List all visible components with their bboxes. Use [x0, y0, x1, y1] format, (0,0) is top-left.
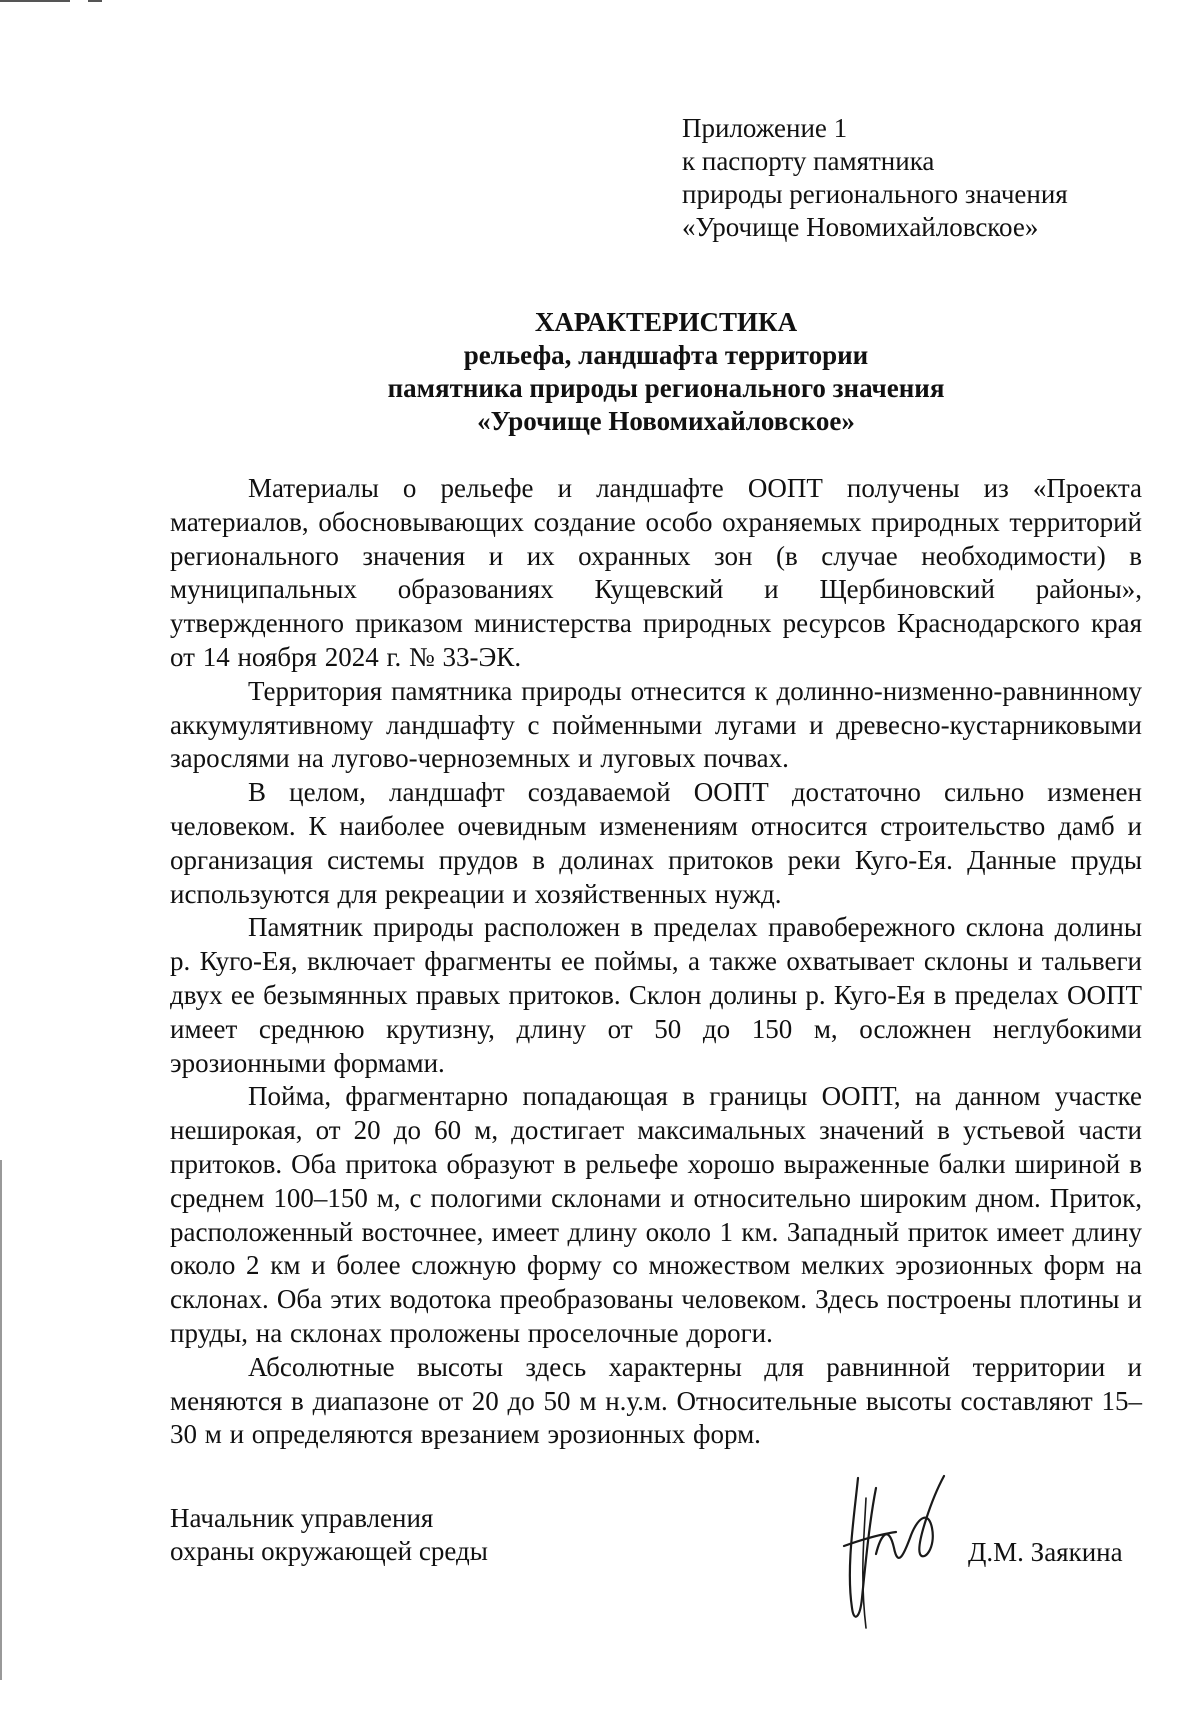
appendix-reference	[682, 112, 1068, 244]
appendix-line: природы регионального значения	[682, 179, 1068, 209]
title-line: «Урочище Новомихайловское»	[477, 406, 855, 436]
position-line: охраны окружающей среды	[170, 1536, 488, 1566]
scan-mark-left	[0, 1160, 2, 1680]
signatory-position	[170, 1502, 488, 1568]
document-body	[170, 472, 1142, 1452]
signatory-name: Д.М. Заякина	[968, 1537, 1123, 1567]
paragraph: Материалы о рельефе и ландшафте ООПТ получены из «Проекта материалов, обосновывающих создание особо охраняемых природных территорий регионального значения и их охранных зон (в случае необходимости) в муниципальных образованиях Кущевский и Щербиновский районы», утвержденного приказом министерства природных ресурсов Краснодарского края от 14 ноября 2024 г. № 33-ЭК.	[170, 473, 1142, 672]
title-line: памятника природы регионального значения	[387, 373, 945, 403]
paragraph: Памятник природы расположен в пределах правобережного склона долины р. Куго-Ея, включает фрагменты ее поймы, а также охватывает склоны и тальвеги двух ее безымянных правых притоков. Склон долины р. Куго-Ея в пределах ООПТ имеет среднюю крутизну, длину от 50 до 150 м, осложнен неглубокими эрозионными формами.	[170, 912, 1142, 1078]
scan-mark-top	[0, 0, 70, 2]
paragraph: Абсолютные высоты здесь характерны для равнинной территории и меняются в диапазоне от 20 до 50 м н.у.м. Относительные высоты составляют 15–30 м и определяются врезанием эрозионных форм.	[170, 1351, 1142, 1450]
paragraph: В целом, ландшафт создаваемой ООПТ достаточно сильно изменен человеком. К наиболее очевидным изменениям относится строительство дамб и организация системы прудов в долинах притоков реки Куго-Ея. Данные пруды используются для рекреации и хозяйственных нужд.	[170, 777, 1142, 909]
appendix-line: «Урочище Новомихайловское»	[682, 212, 1039, 242]
appendix-line: Приложение 1	[682, 113, 848, 143]
title-heading: ХАРАКТЕРИСТИКА	[534, 307, 798, 337]
paragraph: Территория памятника природы отнесится к долинно-низменно-равнинному аккумулятивному ландшафту с пойменными лугами и древесно-кустарниковыми зарослями на лугово-черноземных и луговых почвах.	[170, 675, 1142, 774]
title-line: рельефа, ландшафта территории	[463, 340, 869, 370]
scan-mark-top-dot	[88, 0, 102, 2]
appendix-line: к паспорту памятника	[682, 146, 935, 176]
document-title	[170, 306, 1162, 438]
handwritten-signature	[836, 1458, 956, 1638]
paragraph: Пойма, фрагментарно попадающая в границы ООПТ, на данном участке неширокая, от 20 до 60 м, достигает максимальных значений в устьевой части притоков. Оба притока образуют в рельефе хорошо выраженные балки шириной в среднем 100–150 м, с пологими склонами и относительно широким дном. Приток, расположенный восточнее, имеет длину около 1 км. Западный приток имеет длину около 2 км и более сложную форму со множеством мелких эрозионных форм на склонах. Оба этих водотока преобразованы человеком. Здесь построены плотины и пруды, на склонах проложены проселочные дороги.	[170, 1081, 1142, 1348]
position-line: Начальник управления	[170, 1503, 434, 1533]
